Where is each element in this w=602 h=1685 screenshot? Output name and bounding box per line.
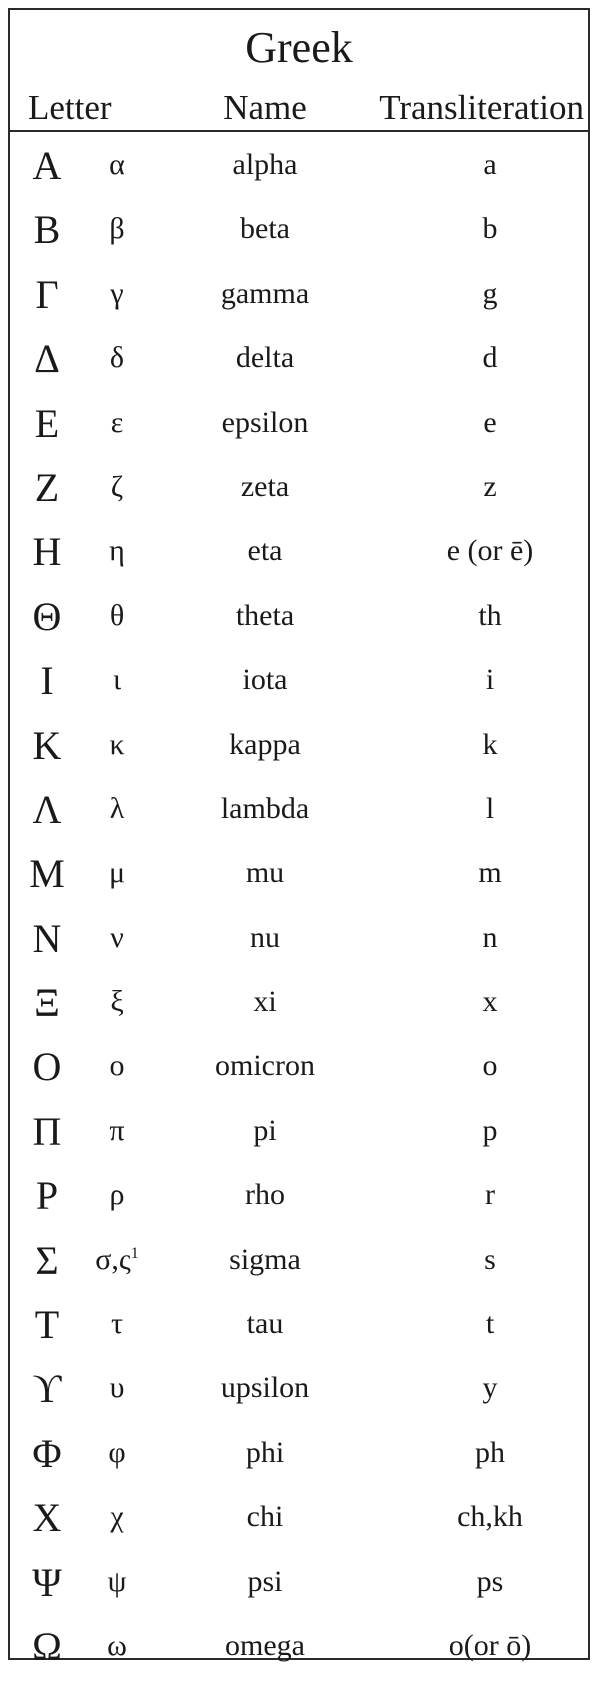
lowercase-letter bbox=[82, 150, 152, 180]
letter-name: kappa bbox=[229, 727, 301, 761]
letter-name: psi bbox=[247, 1564, 283, 1598]
letter-transliteration: l bbox=[485, 791, 495, 825]
table-row bbox=[10, 204, 588, 268]
letter-name: nu bbox=[250, 920, 280, 954]
uppercase-letter: Χ bbox=[32, 1495, 62, 1541]
letter-transliteration: r bbox=[485, 1178, 495, 1212]
uppercase-letter: Θ bbox=[32, 593, 62, 639]
table-row bbox=[10, 1363, 588, 1427]
letter-transliteration: d bbox=[482, 341, 498, 375]
uppercase-letter: Π bbox=[32, 1108, 62, 1154]
letter-transliteration: m bbox=[478, 856, 502, 890]
letter-name: sigma bbox=[229, 1242, 301, 1276]
uppercase-letter: Ζ bbox=[34, 464, 60, 510]
lowercase-letter bbox=[82, 214, 152, 244]
lowercase-letter-text: π bbox=[109, 1113, 125, 1147]
header-name: Name bbox=[223, 88, 307, 127]
letter-name: lambda bbox=[220, 791, 310, 825]
uppercase-letter: Δ bbox=[34, 336, 60, 382]
lowercase-letter-text: α bbox=[109, 148, 125, 181]
lowercase-letter bbox=[82, 987, 152, 1017]
table-title: Greek bbox=[245, 23, 353, 72]
letter-name: upsilon bbox=[220, 1371, 310, 1405]
table-row bbox=[10, 655, 588, 719]
table-body bbox=[10, 140, 588, 1685]
table-row bbox=[10, 591, 588, 655]
table-row bbox=[10, 462, 588, 526]
letter-name: mu bbox=[245, 856, 285, 890]
table-row bbox=[10, 720, 588, 784]
uppercase-letter: Α bbox=[32, 143, 62, 188]
table-row bbox=[10, 913, 588, 977]
lowercase-letter bbox=[82, 598, 152, 632]
lowercase-letter-text: θ bbox=[109, 598, 125, 632]
uppercase-letter: Ε bbox=[34, 400, 60, 446]
letter-transliteration: n bbox=[482, 920, 498, 954]
letter-transliteration: e bbox=[483, 405, 497, 439]
lowercase-letter-text: φ bbox=[108, 1435, 126, 1469]
lowercase-letter bbox=[82, 727, 152, 761]
letter-transliteration: o bbox=[482, 1049, 498, 1083]
lowercase-letter-text: ν bbox=[110, 920, 124, 954]
lowercase-letter-text: ρ bbox=[109, 1178, 125, 1212]
table-row bbox=[10, 1428, 588, 1492]
uppercase-letter: Κ bbox=[32, 722, 62, 768]
letter-transliteration: p bbox=[482, 1113, 498, 1147]
lowercase-letter-text: κ bbox=[109, 727, 125, 761]
letter-name: gamma bbox=[220, 276, 310, 310]
uppercase-letter: Γ bbox=[35, 271, 59, 317]
letter-transliteration: y bbox=[482, 1371, 498, 1405]
lowercase-letter-text: τ bbox=[110, 1307, 124, 1341]
lowercase-letter-text: η bbox=[109, 534, 125, 568]
lowercase-letter-text: ξ bbox=[110, 985, 124, 1019]
uppercase-letter: Ξ bbox=[34, 980, 60, 1026]
table-row bbox=[10, 848, 588, 912]
letter-name: pi bbox=[253, 1113, 277, 1147]
lowercase-letter-text: λ bbox=[109, 791, 125, 825]
letter-transliteration: a bbox=[483, 148, 497, 181]
uppercase-letter: Μ bbox=[29, 851, 65, 897]
lowercase-letter bbox=[82, 405, 152, 439]
lowercase-letter bbox=[82, 1502, 152, 1532]
letter-name: rho bbox=[245, 1178, 285, 1212]
uppercase-letter: Η bbox=[32, 529, 62, 575]
greek-alphabet-table bbox=[8, 8, 590, 1669]
letter-name: tau bbox=[246, 1307, 284, 1341]
lowercase-letter bbox=[82, 343, 152, 373]
letter-name: phi bbox=[245, 1435, 285, 1469]
table-row bbox=[10, 1299, 588, 1363]
letter-name: chi bbox=[246, 1500, 284, 1534]
table-row bbox=[10, 1492, 588, 1556]
lowercase-letter bbox=[82, 1180, 152, 1210]
lowercase-letter-text: ο bbox=[109, 1049, 125, 1083]
lowercase-letter-text: υ bbox=[109, 1371, 125, 1405]
table-row bbox=[10, 1106, 588, 1170]
lowercase-letter-text: ζ bbox=[110, 469, 124, 503]
table-row bbox=[10, 1235, 588, 1299]
header-transliteration: Transliteration bbox=[379, 88, 584, 127]
table-row bbox=[10, 1621, 588, 1685]
letter-name: omicron bbox=[215, 1049, 315, 1083]
lowercase-letter-text: ι bbox=[112, 663, 122, 697]
letter-name: theta bbox=[235, 598, 295, 632]
lowercase-letter bbox=[82, 858, 152, 888]
lowercase-letter-text: δ bbox=[109, 341, 125, 375]
letter-name: eta bbox=[247, 534, 283, 568]
letter-transliteration: o(or ō) bbox=[448, 1628, 532, 1662]
uppercase-letter: Φ bbox=[32, 1430, 62, 1476]
uppercase-letter: Σ bbox=[35, 1237, 59, 1283]
lowercase-letter bbox=[82, 469, 152, 503]
lowercase-letter bbox=[82, 1051, 152, 1081]
table-row bbox=[10, 1557, 588, 1621]
table-row bbox=[10, 1170, 588, 1234]
lowercase-letter bbox=[82, 920, 152, 954]
letter-transliteration: x bbox=[482, 985, 498, 1019]
letter-name: epsilon bbox=[221, 405, 309, 439]
uppercase-letter: Ν bbox=[32, 915, 62, 961]
lowercase-letter-text: σ,ς bbox=[95, 1242, 131, 1276]
uppercase-letter: Λ bbox=[32, 786, 62, 832]
header-letter: Letter bbox=[28, 88, 112, 127]
letter-name: alpha bbox=[232, 148, 298, 181]
lowercase-letter bbox=[82, 665, 152, 695]
table-row bbox=[10, 269, 588, 333]
table-row bbox=[10, 784, 588, 848]
table-row bbox=[10, 977, 588, 1041]
uppercase-letter: Β bbox=[33, 207, 61, 253]
table-row bbox=[10, 333, 588, 397]
letter-name: omega bbox=[225, 1628, 305, 1662]
letter-name: xi bbox=[253, 985, 277, 1019]
uppercase-letter: Τ bbox=[34, 1302, 60, 1348]
letter-transliteration: z bbox=[483, 469, 497, 503]
lowercase-letter-text: β bbox=[109, 212, 125, 246]
lowercase-letter bbox=[82, 1309, 152, 1339]
lowercase-letter bbox=[82, 1113, 152, 1147]
letter-transliteration: ps bbox=[476, 1564, 504, 1598]
letter-transliteration: t bbox=[485, 1307, 495, 1341]
letter-transliteration: th bbox=[478, 598, 502, 632]
lowercase-letter bbox=[82, 1564, 152, 1598]
lowercase-letter bbox=[82, 791, 152, 825]
table-row bbox=[10, 1041, 588, 1105]
lowercase-letter bbox=[82, 1242, 152, 1276]
lowercase-letter bbox=[82, 1628, 152, 1662]
table-row bbox=[10, 140, 588, 204]
uppercase-letter: Ι bbox=[40, 658, 54, 704]
lowercase-letter bbox=[82, 536, 152, 566]
lowercase-letter bbox=[82, 276, 152, 310]
letter-transliteration: ch,kh bbox=[457, 1500, 523, 1534]
letter-transliteration: b bbox=[482, 212, 498, 246]
lowercase-letter-text: χ bbox=[110, 1500, 124, 1534]
uppercase-letter: Ο bbox=[32, 1044, 62, 1090]
uppercase-letter: ϒ bbox=[32, 1366, 62, 1412]
uppercase-letter: Ρ bbox=[35, 1173, 59, 1219]
letter-transliteration: i bbox=[485, 663, 495, 697]
lowercase-letter-text: γ bbox=[110, 276, 124, 310]
lowercase-letter bbox=[82, 1373, 152, 1403]
lowercase-letter-text: ω bbox=[107, 1628, 127, 1662]
lowercase-letter-text: ε bbox=[110, 405, 124, 439]
letter-transliteration: s bbox=[484, 1242, 496, 1276]
table-row bbox=[10, 526, 588, 590]
table-row bbox=[10, 398, 588, 462]
footnote-marker: 1 bbox=[130, 1244, 139, 1262]
letter-name: beta bbox=[240, 212, 290, 246]
lowercase-letter bbox=[82, 1435, 152, 1469]
letter-transliteration: k bbox=[482, 727, 498, 761]
letter-name: zeta bbox=[240, 469, 290, 503]
header-divider bbox=[10, 130, 588, 132]
letter-transliteration: ph bbox=[475, 1435, 505, 1469]
uppercase-letter: Ω bbox=[32, 1623, 62, 1669]
letter-name: iota bbox=[242, 663, 288, 697]
letter-name: delta bbox=[235, 341, 295, 375]
letter-transliteration: g bbox=[482, 276, 498, 310]
lowercase-letter-text: μ bbox=[108, 856, 126, 890]
uppercase-letter: Ψ bbox=[32, 1559, 62, 1605]
lowercase-letter-text: ψ bbox=[107, 1564, 127, 1598]
letter-transliteration: e (or ē) bbox=[446, 534, 534, 568]
